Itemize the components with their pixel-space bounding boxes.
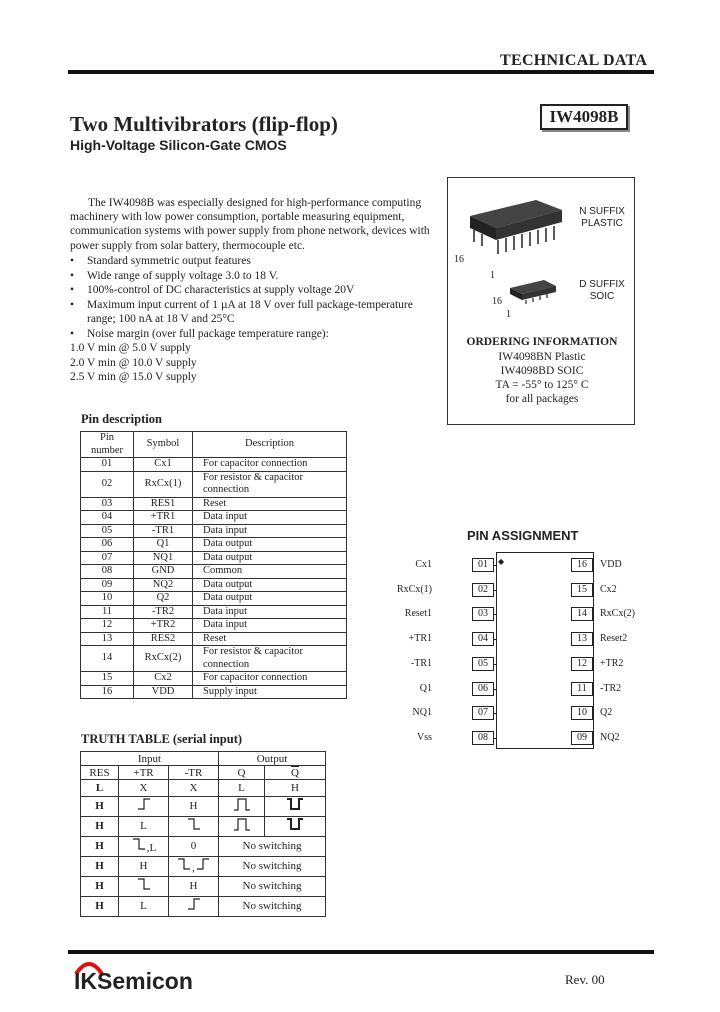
symbol-cell: Cx1 [134, 458, 193, 472]
table-row [81, 632, 347, 646]
pin-lead [494, 689, 496, 690]
pin-number-left: 01 [472, 558, 494, 572]
header-cell: Pin number [81, 432, 134, 458]
dip-pin1-label: 1 [490, 270, 495, 281]
truth-cell: L [81, 780, 119, 797]
feature-item: • Maximum input current of 1 µA at 18 V over full package-temperature range; 100 nA at 18 V and 25°C [70, 298, 413, 325]
pin-label-right: Reset2 [600, 633, 628, 644]
truth-cell: No switching [219, 837, 326, 857]
pin-lead [494, 664, 496, 665]
truth-cell: H [265, 780, 326, 797]
pin-number-cell: 01 [81, 458, 134, 472]
table-row [81, 672, 347, 686]
description-cell: For resistor & capacitor connection [193, 471, 347, 497]
pin-number-cell: 04 [81, 511, 134, 525]
table-row [81, 780, 326, 797]
pin-number-cell: 05 [81, 524, 134, 538]
description-cell: Data output [193, 551, 347, 565]
table-row [81, 538, 347, 552]
feature-item: • 100%-control of DC characteristics at supply voltage 20V [70, 284, 355, 296]
table-row [81, 646, 347, 672]
pin-label-right: -TR2 [600, 683, 622, 694]
pin-label-right: Cx2 [600, 584, 617, 595]
pin-number-right: 16 [571, 558, 593, 572]
header-cell: -TR [169, 766, 219, 780]
description-cell: Reset [193, 632, 347, 646]
pin-label-left: +TR1 [408, 633, 432, 644]
pin-number-left: 02 [472, 583, 494, 597]
symbol-cell: +TR2 [134, 619, 193, 633]
description-cell: For resistor & capacitor connection [193, 646, 347, 672]
description-cell: Common [193, 565, 347, 579]
truth-cell: L [119, 817, 169, 837]
table-row [81, 685, 347, 699]
pin1-marker-icon: ◆ [498, 557, 505, 566]
symbol-cell: GND [134, 565, 193, 579]
table-row [81, 578, 347, 592]
pin-lead [494, 738, 496, 739]
feature-item: • Wide range of supply voltage 3.0 to 18 V. [70, 269, 279, 282]
pin-number-left: 03 [472, 607, 494, 621]
table-row [81, 817, 326, 837]
ordering-note: for all packages [505, 393, 579, 405]
symbol-cell: NQ1 [134, 551, 193, 565]
d-suffix-label: D SUFFIX SOIC [579, 279, 625, 302]
pin-label-left: NQ1 [412, 707, 432, 718]
feature-item: • Standard symmetric output features [70, 255, 251, 267]
pin-label-left: Q1 [419, 683, 432, 694]
header-cell: $\overline{Q}$ [265, 766, 326, 780]
feature-item: • Noise margin (over full package temperature range): [70, 327, 329, 340]
pin-label-right: VDD [600, 559, 622, 570]
table-row [81, 857, 326, 877]
pin-number-right: 15 [571, 583, 593, 597]
truth-cell: H [81, 877, 119, 897]
waveform-cell [219, 797, 265, 817]
dip-pin16-label: 16 [454, 254, 464, 265]
truth-cell: No switching [219, 857, 326, 877]
table-header-row [81, 766, 326, 780]
table-row [81, 565, 347, 579]
part-number-badge: IW4098B [540, 104, 628, 130]
truth-cell: 0 [169, 837, 219, 857]
pin-number-right: 14 [571, 607, 593, 621]
pin-lead [494, 639, 496, 640]
table-row [81, 458, 347, 472]
soic-pin16-label: 16 [492, 296, 502, 307]
truth-cell: No switching [219, 877, 326, 897]
ordering-heading: ORDERING INFORMATION [466, 336, 618, 348]
ordering-line: IW4098BN Plastic [498, 351, 586, 363]
truth-cell: H [81, 837, 119, 857]
pin-number-cell: 11 [81, 605, 134, 619]
input-group-header: Input [81, 752, 219, 766]
waveform-cell [219, 817, 265, 837]
table-row [81, 619, 347, 633]
description-cell: Data input [193, 524, 347, 538]
pin-label-left: RxCx(1) [397, 584, 432, 595]
table-group-row [81, 752, 326, 766]
waveform-cell: ,L [119, 837, 169, 857]
pin-number-left: 07 [472, 706, 494, 720]
table-row [81, 592, 347, 606]
table-row [81, 897, 326, 917]
soic-pin1-label: 1 [506, 309, 511, 320]
truth-cell: L [119, 897, 169, 917]
ordering-box [447, 177, 635, 425]
symbol-cell: RxCx(1) [134, 471, 193, 497]
waveform-cell [169, 897, 219, 917]
header-cell: Q [219, 766, 265, 780]
pin-label-left: Cx1 [415, 559, 432, 570]
pin-label-right: Q2 [600, 707, 613, 718]
truth-table-title: TRUTH TABLE (serial input) [81, 732, 243, 746]
pin-number-right: 10 [571, 706, 593, 720]
symbol-cell: Q2 [134, 592, 193, 606]
pin-number-cell: 10 [81, 592, 134, 606]
description-cell: Data input [193, 511, 347, 525]
noise-line: 1.0 V min @ 5.0 V supply [70, 342, 191, 354]
pin-number-left: 04 [472, 632, 494, 646]
table-row [81, 837, 326, 857]
table-row [81, 497, 347, 511]
symbol-cell: +TR1 [134, 511, 193, 525]
description-cell: Reset [193, 497, 347, 511]
symbol-cell: -TR1 [134, 524, 193, 538]
truth-cell: H [119, 857, 169, 877]
table-row [81, 511, 347, 525]
table-row [81, 551, 347, 565]
pin-number-cell: 14 [81, 646, 134, 672]
pin-number-cell: 16 [81, 685, 134, 699]
company-logo: IKSemicon [74, 962, 193, 989]
truth-cell: X [169, 780, 219, 797]
output-group-header: Output [219, 752, 326, 766]
description-cell: Data output [193, 538, 347, 552]
pin-label-left: Vss [416, 732, 432, 743]
description-cell: Data output [193, 592, 347, 606]
pin-number-right: 13 [571, 632, 593, 646]
pin-number-cell: 08 [81, 565, 134, 579]
table-row [81, 524, 347, 538]
symbol-cell: NQ2 [134, 578, 193, 592]
waveform-cell [119, 797, 169, 817]
intro-paragraph: The IW4098B was especially designed for high-performance computing machinery with low power consumption, portable measuring equipment, communication systems with power supply from phone network, devices with power supply from solar battery, thermocouple etc. [70, 197, 430, 252]
truth-cell: H [81, 897, 119, 917]
pin-label-right: +TR2 [600, 658, 624, 669]
n-suffix-label: N SUFFIX PLASTIC [579, 206, 625, 229]
pin-number-cell: 09 [81, 578, 134, 592]
pin-number-left: 08 [472, 731, 494, 745]
pin-number-cell: 03 [81, 497, 134, 511]
waveform-cell [265, 817, 326, 837]
pin-number-right: 12 [571, 657, 593, 671]
symbol-cell: RES1 [134, 497, 193, 511]
pin-label-left: -TR1 [410, 658, 432, 669]
waveform-cell [119, 877, 169, 897]
description-cell: For capacitor connection [193, 458, 347, 472]
pin-number-cell: 07 [81, 551, 134, 565]
header-cell: Symbol [134, 432, 193, 458]
pin-description-table [80, 431, 347, 699]
description-cell: Supply input [193, 685, 347, 699]
truth-cell: X [119, 780, 169, 797]
table-row [81, 471, 347, 497]
table-row [81, 877, 326, 897]
pin-number-cell: 13 [81, 632, 134, 646]
pin-lead [494, 713, 496, 714]
symbol-cell: RES2 [134, 632, 193, 646]
waveform-cell [265, 797, 326, 817]
table-row [81, 797, 326, 817]
symbol-cell: VDD [134, 685, 193, 699]
noise-line: 2.0 V min @ 10.0 V supply [70, 356, 197, 369]
pin-number-cell: 02 [81, 471, 134, 497]
waveform-cell: , [169, 857, 219, 877]
pin-number-right: 11 [571, 682, 593, 696]
soic-package-icon [506, 278, 558, 308]
ordering-line: IW4098BD SOIC [500, 365, 584, 377]
pin-number-right: 09 [571, 731, 593, 745]
footer-rule [68, 950, 654, 954]
revision-label: Rev. 00 [565, 972, 605, 987]
document-header: TECHNICAL DATA [500, 52, 648, 69]
pin-label-left: Reset1 [404, 608, 432, 619]
truth-cell: H [169, 797, 219, 817]
truth-table [80, 751, 326, 917]
header-cell: RES [81, 766, 119, 780]
pin-label-right: NQ2 [600, 732, 620, 743]
pin-lead [494, 590, 496, 591]
pin-number-cell: 12 [81, 619, 134, 633]
description-cell: Data input [193, 605, 347, 619]
truth-cell: No switching [219, 897, 326, 917]
pin-lead [494, 565, 496, 566]
pin-assignment-title: PIN ASSIGNMENT [467, 528, 579, 543]
pin-description-title: Pin description [81, 412, 162, 426]
pin-label-right: RxCx(2) [600, 608, 635, 619]
header-cell: Description [193, 432, 347, 458]
pin-number-left: 06 [472, 682, 494, 696]
table-header-row [81, 432, 347, 458]
noise-line: 2.5 V min @ 15.0 V supply [70, 371, 197, 383]
truth-cell: H [169, 877, 219, 897]
truth-cell: L [219, 780, 265, 797]
header-cell: +TR [119, 766, 169, 780]
pin-number-cell: 06 [81, 538, 134, 552]
symbol-cell: -TR2 [134, 605, 193, 619]
table-row [81, 605, 347, 619]
symbol-cell: Q1 [134, 538, 193, 552]
page-title: Two Multivibrators (flip-flop) [70, 112, 338, 136]
truth-cell: H [81, 817, 119, 837]
waveform-cell [169, 817, 219, 837]
pin-number-left: 05 [472, 657, 494, 671]
features-list [70, 254, 440, 385]
page-subtitle: High-Voltage Silicon-Gate CMOS [70, 137, 287, 153]
pin-lead [494, 614, 496, 615]
temperature-range: TA = -55° to 125° C [495, 379, 589, 391]
header-rule [68, 70, 654, 74]
symbol-cell: Cx2 [134, 672, 193, 686]
truth-cell: H [81, 797, 119, 817]
symbol-cell: RxCx(2) [134, 646, 193, 672]
pin-number-cell: 15 [81, 672, 134, 686]
description-cell: Data output [193, 578, 347, 592]
description-cell: Data input [193, 619, 347, 633]
truth-cell: H [81, 857, 119, 877]
description-cell: For capacitor connection [193, 672, 347, 686]
